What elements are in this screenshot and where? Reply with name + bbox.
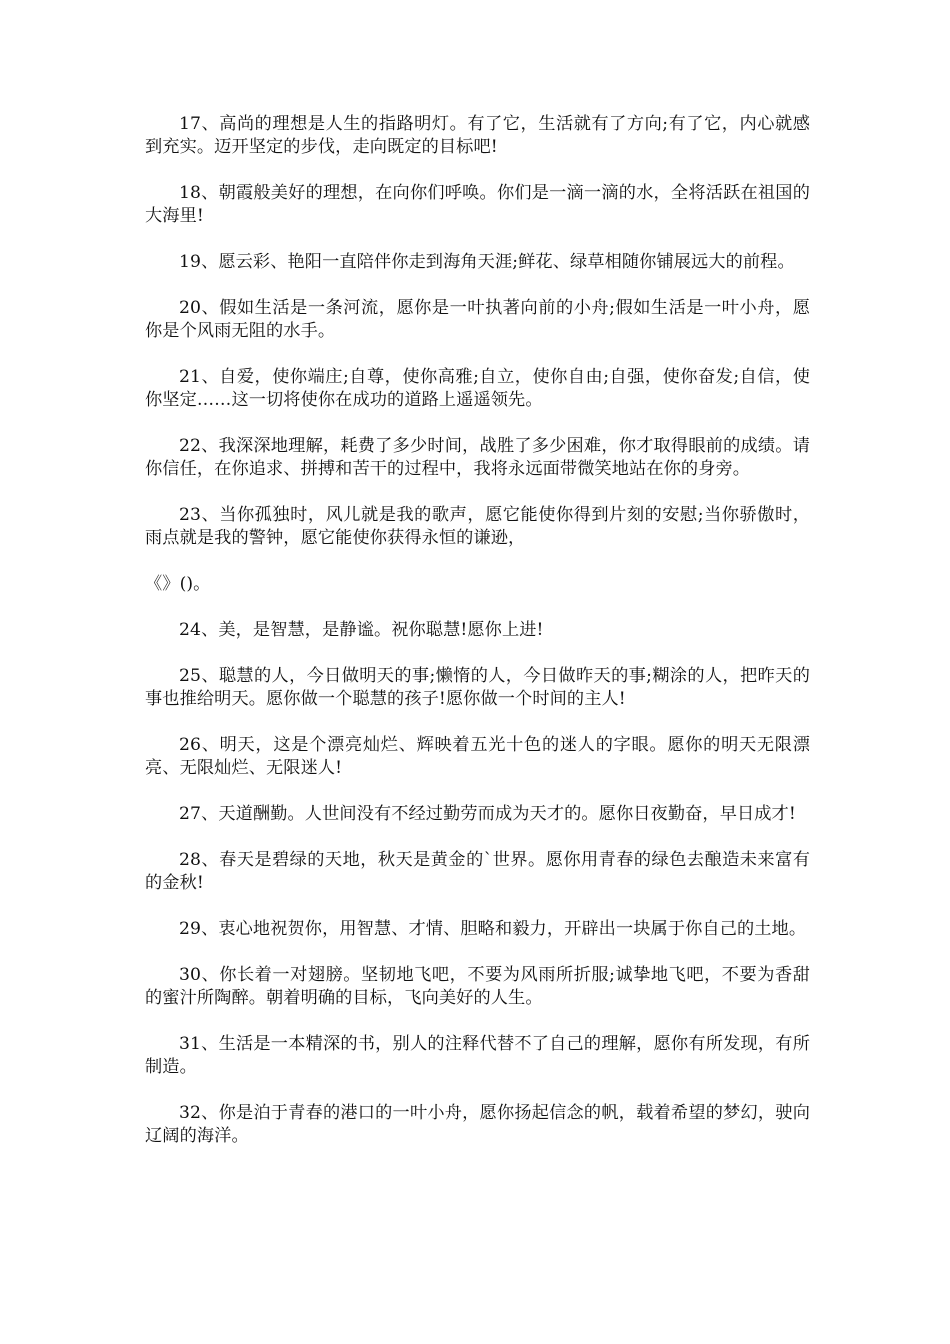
paragraph-18: 18、朝霞般美好的理想，在向你们呼唤。你们是一滴一滴的水，全将活跃在祖国的大海里!: [145, 183, 810, 226]
paragraph-27: 27、天道酬勤。人世间没有不经过勤劳而成为天才的。愿你日夜勤奋，早日成才!: [179, 804, 796, 824]
paragraph-29: 29、衷心地祝贺你，用智慧、才情、胆略和毅力，开辟出一块属于你自己的土地。: [179, 919, 807, 939]
paragraph-19: 19、愿云彩、艳阳一直陪伴你走到海角天涯;鲜花、绿草相随你铺展远大的前程。: [179, 252, 795, 272]
paragraph-30: 30、你长着一对翅膀。坚韧地飞吧，不要为风雨所折服;诚挚地飞吧，不要为香甜的蜜汁所陶醉。朝着明确的目标，飞向美好的人生。: [145, 965, 810, 1008]
document-body: [145, 113, 810, 1171]
paragraph-20: 20、假如生活是一条河流，愿你是一叶执著向前的小舟;假如生活是一叶小舟，愿你是个风雨无阻的水手。: [145, 298, 810, 341]
paragraph-31: 31、生活是一本精深的书，别人的注释代替不了自己的理解，愿你有所发现，有所制造。: [145, 1034, 810, 1077]
paragraph-32: 32、你是泊于青春的港口的一叶小舟，愿你扬起信念的帆，载着希望的梦幻，驶向辽阔的海洋。: [145, 1103, 810, 1146]
paragraph-fragment: 《》()。: [145, 574, 211, 594]
paragraph-17: 17、高尚的理想是人生的指路明灯。有了它，生活就有了方向;有了它，内心就感到充实。迈开坚定的步伐，走向既定的目标吧!: [145, 114, 810, 157]
paragraph-22: 22、我深深地理解，耗费了多少时间，战胜了多少困难，你才取得眼前的成绩。请你信任，在你追求、拼搏和苦干的过程中，我将永远面带微笑地站在你的身旁。: [145, 436, 810, 479]
paragraph-28: 28、春天是碧绿的天地，秋天是黄金的`世界。愿你用青春的绿色去酿造未来富有的金秋!: [145, 850, 810, 893]
paragraph-26: 26、明天，这是个漂亮灿烂、辉映着五光十色的迷人的字眼。愿你的明天无限漂亮、无限灿烂、无限迷人!: [145, 735, 810, 778]
paragraph-25: 25、聪慧的人，今日做明天的事;懒惰的人，今日做昨天的事;糊涂的人，把昨天的事也推给明天。愿你做一个聪慧的孩子!愿你做一个时间的主人!: [145, 666, 810, 709]
paragraph-23: 23、当你孤独时，风儿就是我的歌声，愿它能使你得到片刻的安慰;当你骄傲时，雨点就是我的警钟，愿它能使你获得永恒的谦逊，: [145, 505, 810, 548]
paragraph-21: 21、自爱，使你端庄;自尊，使你高雅;自立，使你自由;自强，使你奋发;自信，使你坚定……这一切将使你在成功的道路上遥遥领先。: [145, 367, 810, 410]
paragraph-24: 24、美，是智慧，是静谧。祝你聪慧!愿你上进!: [179, 620, 544, 640]
